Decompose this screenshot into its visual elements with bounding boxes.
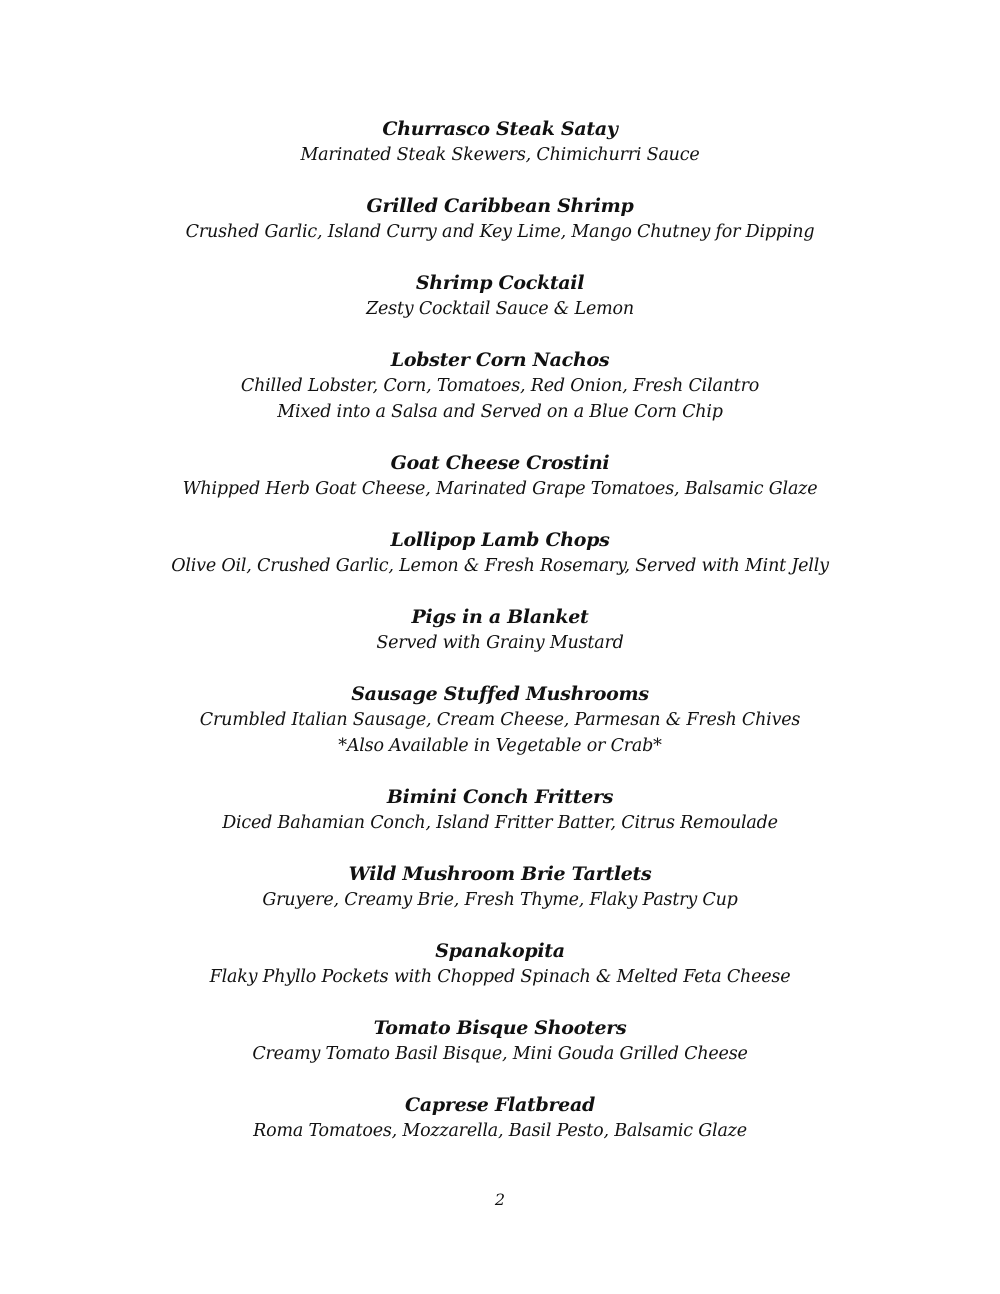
page-number: 2 (494, 1190, 506, 1209)
item-name: Goat Cheese Crostini (390, 452, 610, 474)
item-name: Bimini Conch Fritters (386, 786, 614, 808)
menu-item-tomato-bisque-shooters (0, 1015, 1000, 1067)
item-description: Whipped Herb Goat Cheese, Marinated Grape Tomatoes, Balsamic Glaze (182, 479, 818, 499)
menu-item-shrimp-cocktail (0, 270, 1000, 322)
menu-item-pigs-in-a-blanket (0, 604, 1000, 656)
item-description: Chilled Lobster, Corn, Tomatoes, Red Onion, Fresh Cilantro (240, 376, 760, 396)
item-description: Served with Grainy Mustard (376, 633, 624, 653)
menu-item-lollipop-lamb-chops (0, 527, 1000, 579)
menu-item-grilled-caribbean-shrimp (0, 193, 1000, 245)
item-name: Shrimp Cocktail (415, 272, 585, 294)
menu-list (0, 116, 1000, 1169)
item-description: Diced Bahamian Conch, Island Fritter Batter, Citrus Remoulade (222, 813, 778, 833)
item-description: Gruyere, Creamy Brie, Fresh Thyme, Flaky Pastry Cup (262, 890, 738, 910)
item-name: Spanakopita (435, 940, 565, 962)
item-description: Flaky Phyllo Pockets with Chopped Spinach & Melted Feta Cheese (209, 967, 791, 987)
item-description: Creamy Tomato Basil Bisque, Mini Gouda Grilled Cheese (252, 1044, 748, 1064)
menu-item-lobster-corn-nachos (0, 347, 1000, 425)
item-name: Lobster Corn Nachos (390, 349, 610, 371)
item-name: Sausage Stuffed Mushrooms (351, 683, 649, 705)
item-name: Pigs in a Blanket (411, 606, 589, 628)
item-name: Tomato Bisque Shooters (373, 1017, 627, 1039)
menu-item-caprese-flatbread (0, 1092, 1000, 1144)
item-description: Crushed Garlic, Island Curry and Key Lime, Mango Chutney for Dipping (185, 222, 815, 242)
menu-item-churrasco-steak-satay (0, 116, 1000, 168)
item-description: Crumbled Italian Sausage, Cream Cheese, Parmesan & Fresh Chives (199, 710, 801, 730)
menu-item-spanakopita (0, 938, 1000, 990)
item-name: Lollipop Lamb Chops (390, 529, 610, 551)
item-description-line-2: Mixed into a Salsa and Served on a Blue Corn Chip (277, 402, 723, 422)
item-name: Grilled Caribbean Shrimp (366, 195, 634, 217)
item-description: Zesty Cocktail Sauce & Lemon (366, 299, 634, 319)
item-name: Wild Mushroom Brie Tartlets (348, 863, 652, 885)
item-description: Marinated Steak Skewers, Chimichurri Sauce (300, 145, 700, 165)
item-description-line-2: *Also Available in Vegetable or Crab* (338, 736, 662, 756)
item-description: Olive Oil, Crushed Garlic, Lemon & Fresh Rosemary, Served with Mint Jelly (171, 556, 829, 576)
menu-item-sausage-stuffed-mushrooms (0, 681, 1000, 759)
menu-item-bimini-conch-fritters (0, 784, 1000, 836)
menu-item-wild-mushroom-brie-tartlets (0, 861, 1000, 913)
menu-item-goat-cheese-crostini (0, 450, 1000, 502)
item-name: Caprese Flatbread (405, 1094, 595, 1116)
item-name: Churrasco Steak Satay (382, 118, 618, 140)
item-description: Roma Tomatoes, Mozzarella, Basil Pesto, Balsamic Glaze (253, 1121, 747, 1141)
